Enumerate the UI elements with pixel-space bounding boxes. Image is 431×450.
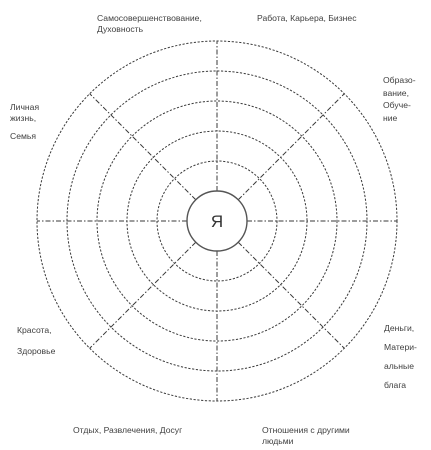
sector-label-beauty-health [17, 325, 55, 357]
sector-label-line: Здоровье [17, 346, 56, 356]
wheel-spoke [238, 94, 344, 200]
sector-label-line: Духовность [97, 24, 144, 34]
sector-label-line: Отношения с другими [262, 425, 350, 435]
sector-label-self-improvement [97, 13, 202, 35]
sector-label-line: Отдых, Развлечения, Досуг [73, 425, 183, 435]
sector-label-line: Деньги, [384, 323, 415, 333]
wheel-spoke [238, 242, 344, 348]
sector-label-line: Самосовершенствование, [97, 13, 202, 23]
center-label: Я [210, 212, 224, 231]
sector-label-line: Обуче- [383, 100, 411, 110]
sector-label-line: Работа, Карьера, Бизнес [257, 13, 357, 23]
sector-label-rest [73, 425, 182, 436]
sector-label-line: Матери- [384, 342, 417, 352]
sector-label-line: Красота, [17, 325, 52, 335]
sector-label-line: Образо- [383, 75, 416, 85]
sector-label-line: людьми [262, 436, 294, 446]
sector-label-work [257, 13, 357, 24]
sector-label-education [383, 74, 416, 124]
sector-label-line: Личная [10, 102, 40, 112]
sector-label-money [384, 323, 417, 399]
wheel-spoke [90, 242, 196, 348]
sector-label-line: альные [384, 361, 414, 371]
sector-label-line: Семья [10, 131, 37, 141]
wheel-spoke [90, 94, 196, 200]
sector-label-line: жизнь, [10, 113, 37, 123]
sector-label-line: вание, [383, 87, 409, 98]
sector-label-line: ние [383, 112, 398, 123]
sector-label-personal-life [10, 102, 39, 142]
sector-label-line: блага [384, 380, 407, 390]
sector-label-relations [262, 425, 350, 447]
